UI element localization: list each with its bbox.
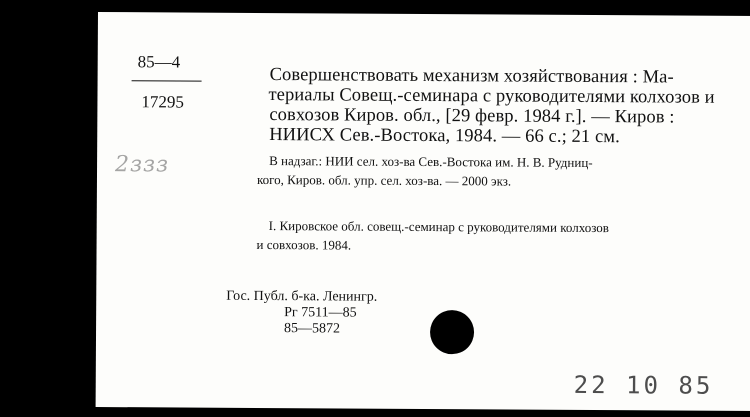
additional-note xyxy=(257,151,593,191)
record-number: 17295 xyxy=(141,92,185,112)
description-line: териалы Совещ.-семинара с руководителями колхозов и xyxy=(268,85,715,108)
bibliographic-description xyxy=(269,65,715,148)
subject-heading xyxy=(257,216,609,256)
catalog-card xyxy=(96,12,750,411)
library-number: 85—5872 xyxy=(284,321,341,337)
handwritten-mark: 2ззз xyxy=(114,152,170,178)
description-line: НИИСХ Сев.-Востока, 1984. — 66 с.; 21 см. xyxy=(269,125,620,148)
note-line: В надзаг.: НИИ сел. хоз-ва Сев.-Востока им. Н. В. Рудниц- xyxy=(269,153,593,171)
description-line: Совершенствовать механизм хозяйствования : Ма- xyxy=(269,65,674,88)
description-line: совхозов Киров. обл., [29 февр. 1984 г.]. — Киров : xyxy=(269,105,675,128)
date-stamp: 22 10 85 xyxy=(573,370,714,400)
library-info xyxy=(226,289,377,338)
library-name: Гос. Публ. б-ка. Ленингр. xyxy=(226,288,378,305)
punch-hole xyxy=(430,310,474,354)
library-code: Рг 7511—85 xyxy=(284,305,357,321)
divider-rule xyxy=(132,80,202,81)
classification-code: 85—4 xyxy=(137,52,181,72)
note-line: кого, Киров. обл. упр. сел. хоз-ва. — 2000 экз. xyxy=(256,171,512,189)
subject-line: I. Кировское обл. совещ.-семинар с руководителями колхозов xyxy=(268,218,609,236)
subject-line: и совхозов. 1984. xyxy=(256,236,352,253)
